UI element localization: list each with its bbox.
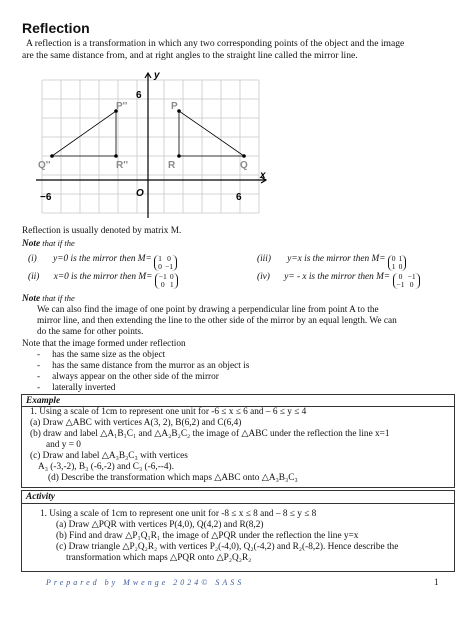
- matrix-item-text: y=x is the mirror then M=: [287, 254, 386, 264]
- x-axis-label: x: [260, 170, 266, 181]
- example-q1: 1. Using a scale of 1cm to represent one unit for -6 ≤ x ≤ 6 and – 6 ≤ y ≤ 4: [30, 407, 307, 417]
- list-item: - laterally inverted: [37, 383, 116, 393]
- label-r: R: [168, 160, 176, 171]
- activity-b: (b) Find and draw △P₁Q₁R₁ the image of △PQR under the reflection the line y=x: [56, 531, 359, 541]
- list-item: - has the same size as the object: [37, 350, 166, 360]
- graph-axes: [36, 73, 266, 218]
- page-number: 1: [434, 577, 439, 587]
- bullet-list: [37, 350, 249, 394]
- matrix-item-num: (iv): [257, 272, 270, 282]
- note-2: [22, 293, 75, 305]
- perp-line-1: We can also find the image of one point by drawing a perpendicular line from point A to the: [37, 305, 379, 315]
- matrix-yx: 0 1 1 0: [388, 255, 407, 271]
- matrix-item-i: [28, 254, 177, 271]
- matrix-item-num: (ii): [28, 272, 40, 282]
- example-a: (a) Draw △ABC with vertices A(3, 2), B(6,2) and C(6,4): [30, 418, 242, 428]
- matrix-item-iv: [257, 272, 420, 289]
- example-box: [21, 394, 455, 488]
- intro-paragraph: [22, 38, 452, 61]
- matrix-item-iii: [257, 254, 406, 271]
- example-c-line-2: A₃ (-3,-2), B₃ (-6,-2) and C₃ (-6,--4).: [38, 462, 174, 472]
- note-1-label: Note: [22, 239, 41, 249]
- matrix-item-ii: [28, 272, 178, 289]
- matrix-item-num: (i): [28, 254, 37, 264]
- perp-line-3: do the same for other points.: [37, 327, 144, 337]
- activity-heading: Activity: [26, 492, 55, 502]
- label-p2: P'': [116, 101, 128, 112]
- example-d: (d) Describe the transformation which maps △ABC onto △A₃B₃C₃: [48, 473, 298, 483]
- point-p: [177, 109, 181, 113]
- matrix-y-neg-x: 0 −1 −1 0: [393, 273, 420, 289]
- tick-x-neg6: −6: [40, 192, 52, 203]
- example-b-line-2: and y = 0: [46, 440, 81, 450]
- activity-a: (a) Draw △PQR with vertices P(4,0), Q(4,2) and R(8,2): [56, 520, 264, 530]
- point-r: [177, 154, 181, 158]
- y-axis-label: y: [154, 70, 160, 81]
- label-r2: R'': [116, 160, 128, 171]
- note-2-rest: that if the: [40, 293, 75, 303]
- origin-label: O: [136, 188, 144, 199]
- reflection-graph: [30, 70, 270, 220]
- label-q: Q: [240, 160, 248, 171]
- point-r2: [114, 154, 118, 158]
- activity-q1: 1. Using a scale of 1cm to represent one unit for -8 ≤ x ≤ 8 and – 8 ≤ y ≤ 8: [40, 509, 317, 519]
- footer-credit: Prepared by Mwenge 2024© SASS: [46, 578, 245, 587]
- label-q2: Q'': [38, 160, 51, 171]
- note-2-label: Note: [22, 294, 41, 304]
- matrix-x0: −1 0 0 1: [155, 273, 178, 289]
- activity-c-line-2: transformation which maps △PQR onto △P₂Q₂R₂: [66, 553, 252, 563]
- intro-line-2: are the same distance from, and at right angles to the straight line called the mirror line.: [22, 49, 358, 61]
- example-b-line-1: (b) draw and label △A₁B₁C₁ and △A₂B₂C₂ the image of △ABC under the reflection the line x=1: [30, 429, 390, 439]
- note-1-rest: that if the: [40, 238, 75, 248]
- point-q: [242, 154, 246, 158]
- label-p: P: [171, 101, 178, 112]
- matrix-y0: 1 0 0 −1: [154, 255, 177, 271]
- perp-line-2: mirror line, and then extending the line to the other side of the mirror by an equal length. We can: [37, 316, 397, 326]
- list-item: - always appear on the other side of the mirror: [37, 372, 219, 382]
- page-title: Reflection: [22, 20, 90, 36]
- matrix-item-num: (iii): [257, 254, 271, 264]
- point-q2: [50, 154, 54, 158]
- activity-c-line-1: (c) Draw triangle △P₂Q₂R₂ with vertices P₂(-4,0), Q₂(-4,2) and R₂(-8,2). Hence describe the: [56, 542, 399, 552]
- perpendicular-method: [37, 305, 457, 338]
- graph-grid: [42, 80, 259, 213]
- example-c-line-1: (c) Draw and label △A₃B₃C₃ with vertices: [30, 451, 188, 461]
- activity-box: [21, 490, 455, 572]
- activity-content: [40, 509, 450, 564]
- tick-y-6: 6: [136, 90, 142, 101]
- example-content: [30, 407, 450, 484]
- matrix-item-text: y= - x is the mirror then M=: [284, 272, 391, 282]
- list-item: - has the same distance from the murror as an object is: [37, 361, 250, 371]
- matrix-item-text: x=0 is the mirror then M=: [53, 272, 153, 282]
- note-1: [22, 238, 75, 250]
- intro-line-1: A reflection is a transformation in which any two corresponding points of the object and the image: [26, 38, 405, 49]
- example-heading: Example: [26, 396, 61, 406]
- image-note: Note that the image formed under reflection: [22, 339, 186, 349]
- matrix-intro: Reflection is usually denoted by matrix M.: [22, 226, 182, 236]
- matrix-item-text: y=0 is the mirror then M=: [53, 254, 152, 264]
- tick-x-6: 6: [236, 192, 242, 203]
